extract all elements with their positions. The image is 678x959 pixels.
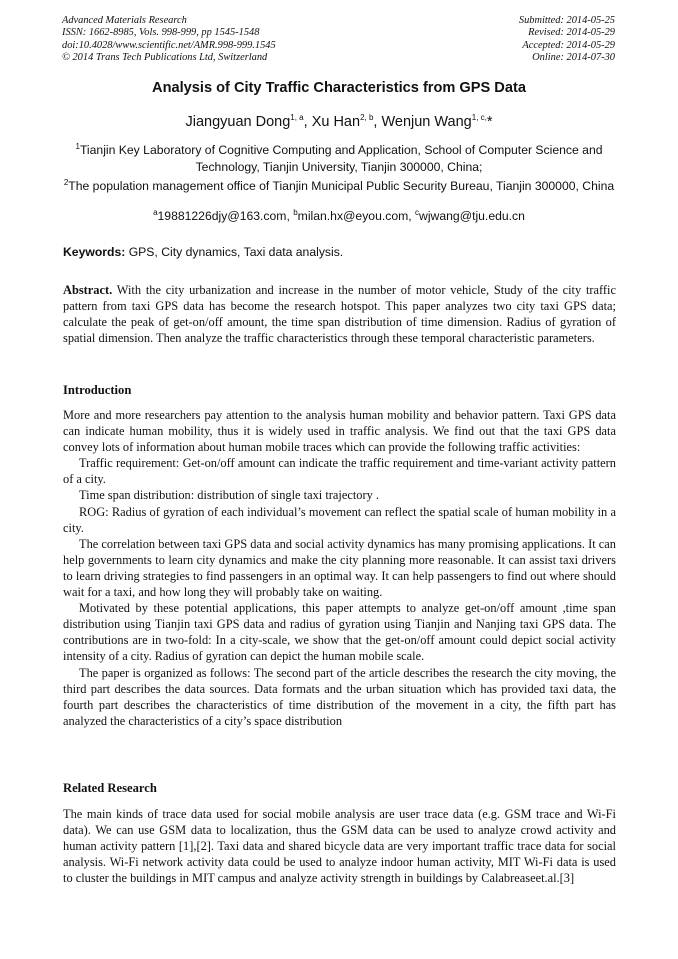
email-address: wjwang@tju.edu.cn	[419, 209, 525, 224]
paragraph: Time span distribution: distribution of single taxi trajectory .	[79, 488, 379, 503]
online-date: Online: 2014-07-30	[532, 52, 615, 64]
related-research-body	[63, 806, 616, 886]
section-heading-introduction: Introduction	[63, 383, 132, 397]
abstract	[63, 282, 616, 346]
publication-dates	[519, 15, 615, 65]
copyright-line: © 2014 Trans Tech Publications Ltd, Switzerland	[62, 52, 268, 64]
author-name: Jiangyuan Dong	[185, 113, 291, 130]
doi-line: doi:10.4028/www.scientific.net/AMR.998-999.1545	[62, 39, 276, 51]
journal-name: Advanced Materials Research	[62, 15, 187, 26]
email-address: 19881226djy@163.com	[157, 209, 287, 224]
author-list	[0, 113, 678, 130]
revised-date: Revised: 2014-05-29	[528, 27, 615, 39]
email-address: milan.hx@eyou.com	[297, 209, 409, 224]
paragraph: The correlation between taxi GPS data and social activity dynamics has many promising applications. It can help governments to learn city dynamics and make the city planning more reasonable. It can assist taxi drivers to learn driving strategies to find passengers in an optimal way. It can help passengers to find out where should wait for a taxi, and how long they will probably take on waiting.	[63, 536, 616, 600]
email-list	[0, 208, 678, 223]
author-affiliation-mark: 2, b	[360, 113, 374, 122]
introduction-body	[63, 407, 616, 729]
author-affiliation-mark: 1, c,	[471, 113, 487, 122]
author-name: Wenjun Wang	[381, 113, 472, 130]
affiliation-text: The population management office of Tianjin Municipal Public Security Bureau, Tianjin 300000, China	[68, 179, 615, 194]
paragraph: More and more researchers pay attention to the analysis human mobility and behavior pattern. Taxi GPS data can indicate human mobility, thus it is widely used in traffic analysis. We find out that the taxi GPS data convey lots of information about human mobile traces which can provide the following traffic activities:	[63, 408, 616, 455]
paragraph: Motivated by these potential applications, this paper attempts to analyze get-on/off amount ,time span distribution using Tianjin taxi GPS data and radius of gyration using Tianjin and Nanjing taxi GPS data. The contributions are in two-fold: In a city-scale, we show that the get-on/off amount could depict social activity intensity of a city. Radius of gyration can depict the human mobile scale.	[63, 601, 616, 664]
keywords-text: GPS, City dynamics, Taxi data analysis.	[125, 245, 344, 259]
email-mark: c	[415, 208, 420, 217]
section-heading-related-research: Related Research	[63, 781, 157, 795]
keywords	[63, 245, 343, 259]
email-separator: ,	[408, 209, 416, 224]
author-separator: ,	[373, 113, 382, 130]
journal-info	[62, 15, 276, 65]
issn-line: ISSN: 1662-8985, Vols. 998-999, pp 1545-1548	[62, 27, 260, 39]
paragraph: Traffic requirement: Get-on/off amount can indicate the traffic requirement and time-variant activity pattern of a city.	[63, 456, 616, 487]
affiliation-text: Tianjin Key Laboratory of Cognitive Computing and Application, School of Computer Science and Technology, Tianjin University, Tianjin 300000, China;	[79, 143, 603, 175]
author-affiliation-mark: 1, a	[290, 113, 304, 122]
abstract-label: Abstract.	[63, 283, 113, 297]
paragraph: The main kinds of trace data used for social mobile analysis are user trace data (e.g. GSM trace and Wi-Fi data). We can use GSM data to localization, thus the GSM data can be used to analyze crowd activity and human activity pattern [1],[2]. Taxi data and shared bicycle data are very important traffic trace data for social analysis. Wi-Fi network activity data could be used to analyze indoor human activity, MIT Wi-Fi data is used to cluster the buildings in MIT campus and analyze activity strength in buildings by Calabreaseet.al.[3]	[63, 807, 616, 886]
abstract-text: With the city urbanization and increase in the number of motor vehicle, Study of the city traffic pattern from taxi GPS data has become the research hotspot. This paper analyzes two city taxi GPS data; calculate the peak of get-on/off amount, the time span distribution of time dimension. Radius of gyration of spatial dimension. Then analyze the traffic characteristics through these temporal characteristic parameters.	[63, 283, 616, 346]
author-separator: ,	[303, 113, 312, 130]
email-mark: b	[293, 208, 298, 217]
corresponding-author-star: *	[486, 113, 493, 130]
paragraph: ROG: Radius of gyration of each individual’s movement can reflect the spatial scale of human mobility in a city.	[63, 504, 616, 535]
affiliation-number: 2	[63, 178, 69, 187]
accepted-date: Accepted: 2014-05-29	[522, 39, 615, 51]
paragraph: The paper is organized as follows: The second part of the article describes the research the city moving, the third part describes the data sources. Data formats and the urban situation which has provided taxi data, the fourth part describes the characteristics of time distribution of the movement in a city, the fifth part has analyzed the characteristics of a city’s space distribution	[63, 665, 616, 728]
affiliation	[62, 174, 616, 195]
email-mark: a	[153, 208, 158, 217]
email-separator: ,	[286, 209, 294, 224]
affiliation	[62, 138, 616, 176]
submitted-date: Submitted: 2014-05-25	[518, 15, 615, 26]
keywords-label: Keywords:	[63, 245, 126, 259]
affiliation-number: 1	[75, 142, 80, 151]
paper-title: Analysis of City Traffic Characteristics from GPS Data	[152, 80, 526, 96]
author-name: Xu Han	[311, 113, 361, 130]
